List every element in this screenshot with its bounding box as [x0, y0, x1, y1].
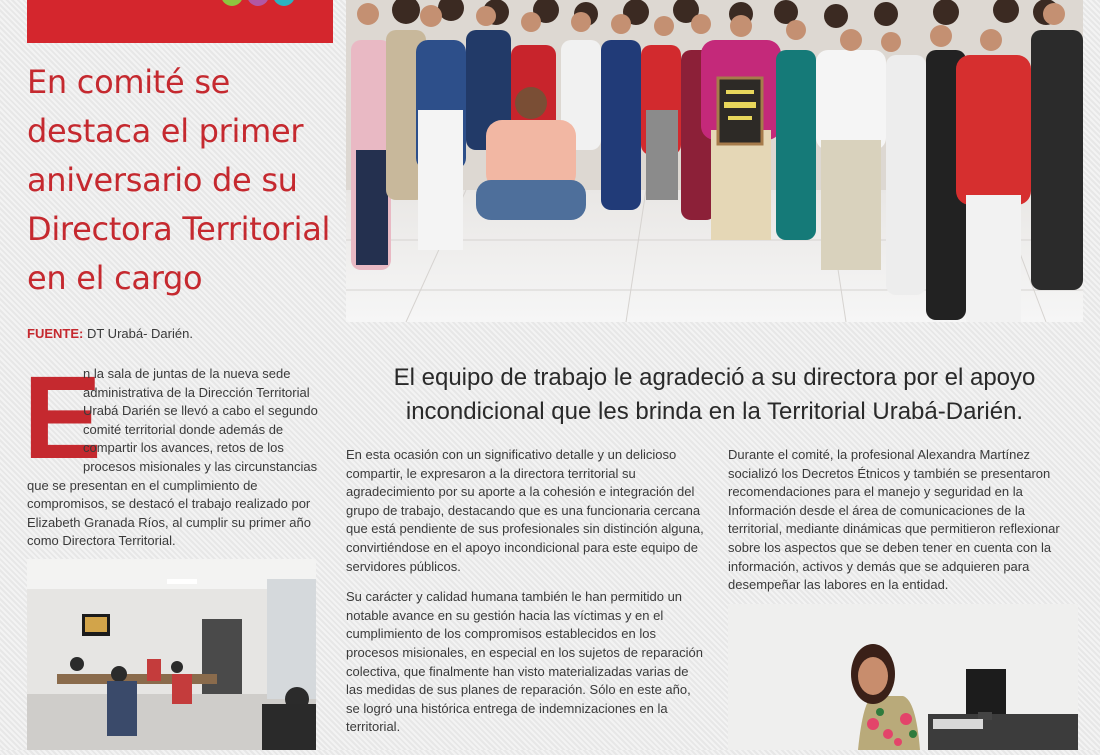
paragraph: En esta ocasión con un significativo detalle y un delicioso compartir, le expresaron a la directora territorial su agradecimiento por su aporte a la cohesión e integración del grupo de trabajo, destacando que es una funcionaria cercana que está pendiente de sus profesionales sin distinción alguna, convirtiéndose en el apoyo incondicional para este equipo de servidores públicos. — [346, 447, 704, 574]
drop-cap: E — [23, 352, 102, 484]
logo-dots — [197, 0, 307, 6]
paragraph: Durante el comité, la profesional Alexandra Martínez socializó los Decretos Étnicos y también se presentaron recomendaciones para el manejo y seguridad en la Información desde el área de comunicaciones de la territorial, mediante dinámicas que permitieron reflexionar sobre los aspectos que se deben tener en cuenta con la información, activos y demás que se adquieren para desempeñar las labores en la entidad. — [728, 447, 1060, 593]
paragraph: Su carácter y calidad humana también le han permitido un notable avance en su gestión hacia las víctimas y en el cumplimiento de los compromisos establecidos en los procesos misionales, en especial en los sujetos de reparación colectiva, que finalmente han visto materializadas varias de las medidas de sus planes de reparación. Sólo en este año, se logró una histórica entrega de indemnizaciones en la territorial. — [346, 589, 703, 735]
meeting-room-photo — [27, 559, 316, 750]
intro-text: n la sala de juntas de la nueva sede administrativa de la Dirección Territorial Urabá Darién se llevó a cabo el segundo comité territorial donde además de compartir los avances, retos de los procesos misionales y las circunstancias que se presentan en el cumplimiento de compromisos, se destacó el trabajo realizado por Elizabeth Granada Ríos, al cumplir su primer año como Directora Territorial. — [27, 366, 318, 549]
source-value: DT Urabá- Darién. — [86, 326, 193, 341]
article-subtitle: El equipo de trabajo le agradeció a su directora por el apoyo incondicional que les brinda en la Territorial Urabá-Darién. — [393, 364, 1036, 425]
column-left — [346, 446, 708, 749]
source-label: FUENTE: — [27, 326, 84, 341]
intro-paragraph — [23, 352, 332, 551]
article-source — [27, 326, 193, 341]
column-right — [728, 446, 1080, 607]
article-title: En comité se destaca el primer aniversario de su Directora Territorial en el cargo — [27, 63, 331, 297]
header-banner — [27, 0, 333, 43]
group-photo — [346, 0, 1083, 322]
office-photo — [728, 604, 1078, 750]
